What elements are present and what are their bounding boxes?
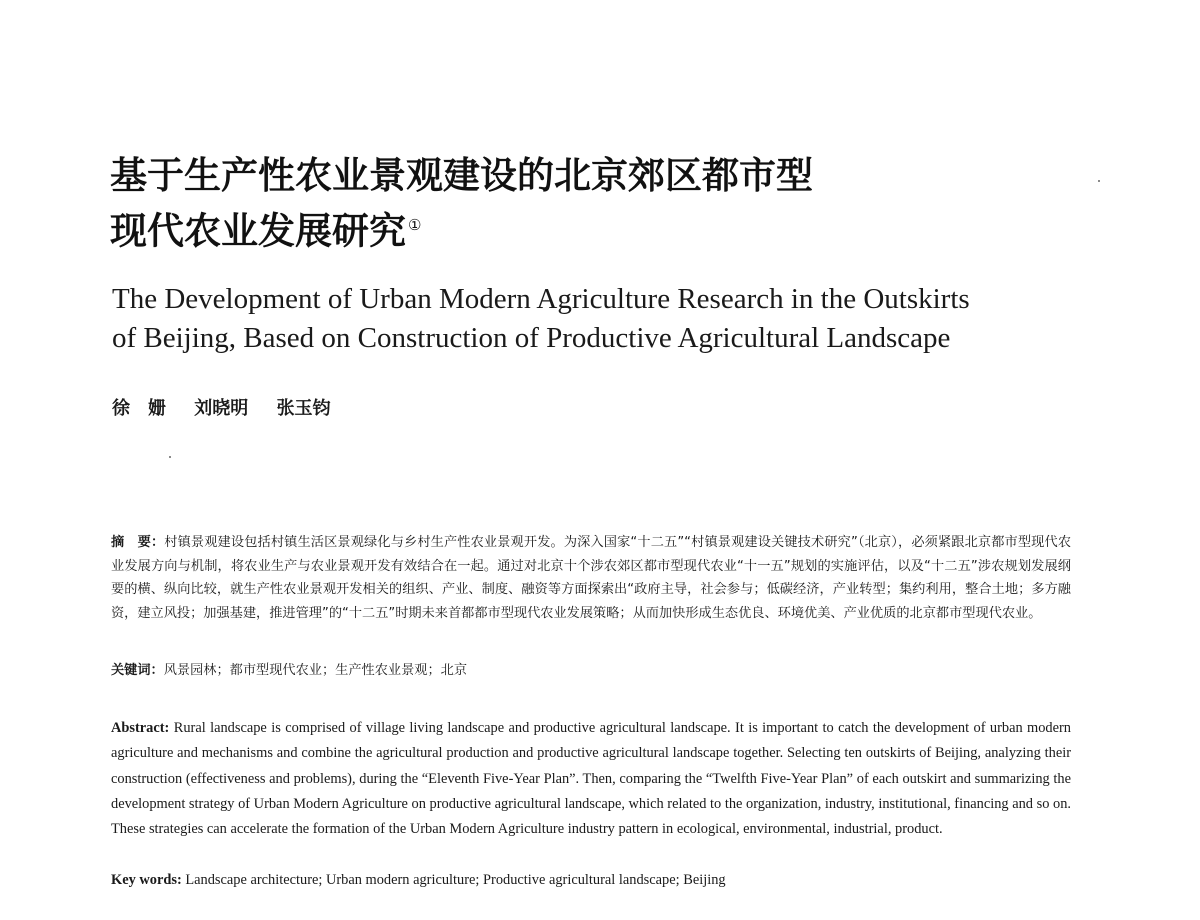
chinese-abstract [111, 531, 1071, 625]
chinese-keywords-label: 关键词： [111, 663, 164, 678]
chinese-keywords-text: 风景园林；都市型现代农业；生产性农业景观；北京 [163, 663, 468, 678]
footnote-mark: ① [408, 216, 422, 234]
english-keywords-label: Key words: [111, 872, 182, 888]
author-2: 刘晓明 [194, 398, 249, 419]
english-keywords-text: Landscape architecture; Urban modern agriculture; Productive agricultural landscape; Beijing [185, 872, 726, 888]
english-title [112, 280, 970, 358]
author-1: 徐 姗 [112, 398, 166, 419]
author-list [112, 395, 331, 423]
scan-speck [1098, 180, 1100, 182]
chinese-abstract-text: 村镇景观建设包括村镇生活区景观绿化与乡村生产性农业景观开发。为深入国家“十二五”“村镇景观建设关键技术研究”（北京），必须紧跟北京都市型现代农业发展方向与机制，将农业生产与农业景观开发有效结合在一起。通过对北京十个涉农郊区都市型现代农业“十一五”规划的实施评估，以及“十二五”涉农规划发展纲要的横、纵向比较，就生产性农业景观开发相关的组织、产业、制度、融资等方面探索出“政府主导，社会参与；低碳经济，产业转型；集约利用，整合土地；多方融资，建立风投；加强基建，推进管理”的“十二五”时期未来首都都市型现代农业发展策略；从而加快形成生态优良、环境优美、产业优质的北京都市型现代农业。 [111, 535, 1072, 621]
chinese-title-line-1: 基于生产性农业景观建设的北京郊区都市型 [110, 153, 813, 197]
english-abstract-label: Abstract: [111, 720, 170, 736]
chinese-keywords [111, 659, 1071, 683]
english-title-line-1: The Development of Urban Modern Agriculture Research in the Outskirts [112, 283, 970, 315]
english-abstract-text: Rural landscape is comprised of village living landscape and productive agricultural landscape. It is important to catch the development of urban modern agriculture and mechanisms and combine the agricultural production and productive agricultural landscape together. Selecting ten outskirts of Beijing, analyzing their construction (effectiveness and problems), during the “Eleventh Five-Year Plan”. Then, comparing the “Twelfth Five-Year Plan” of each outskirt and summarizing the development strategy of Urban Modern Agriculture on productive agricultural landscape, which related to the organization, industry, institutional, financing and so on. These strategies can accelerate the formation of the Urban Modern Agriculture industry pattern in ecological, environmental, industrial, product. [111, 720, 1071, 838]
english-title-line-2: of Beijing, Based on Construction of Productive Agricultural Landscape [112, 322, 951, 354]
scan-speck [169, 456, 171, 458]
author-3: 张玉钧 [276, 398, 331, 419]
english-abstract [111, 716, 1071, 842]
english-keywords [111, 868, 1071, 892]
chinese-title-line-2 [110, 200, 813, 255]
chinese-title [110, 150, 813, 255]
chinese-title-line-2-text: 现代农业发展研究 [110, 208, 406, 253]
chinese-abstract-label: 摘 要： [111, 535, 165, 550]
